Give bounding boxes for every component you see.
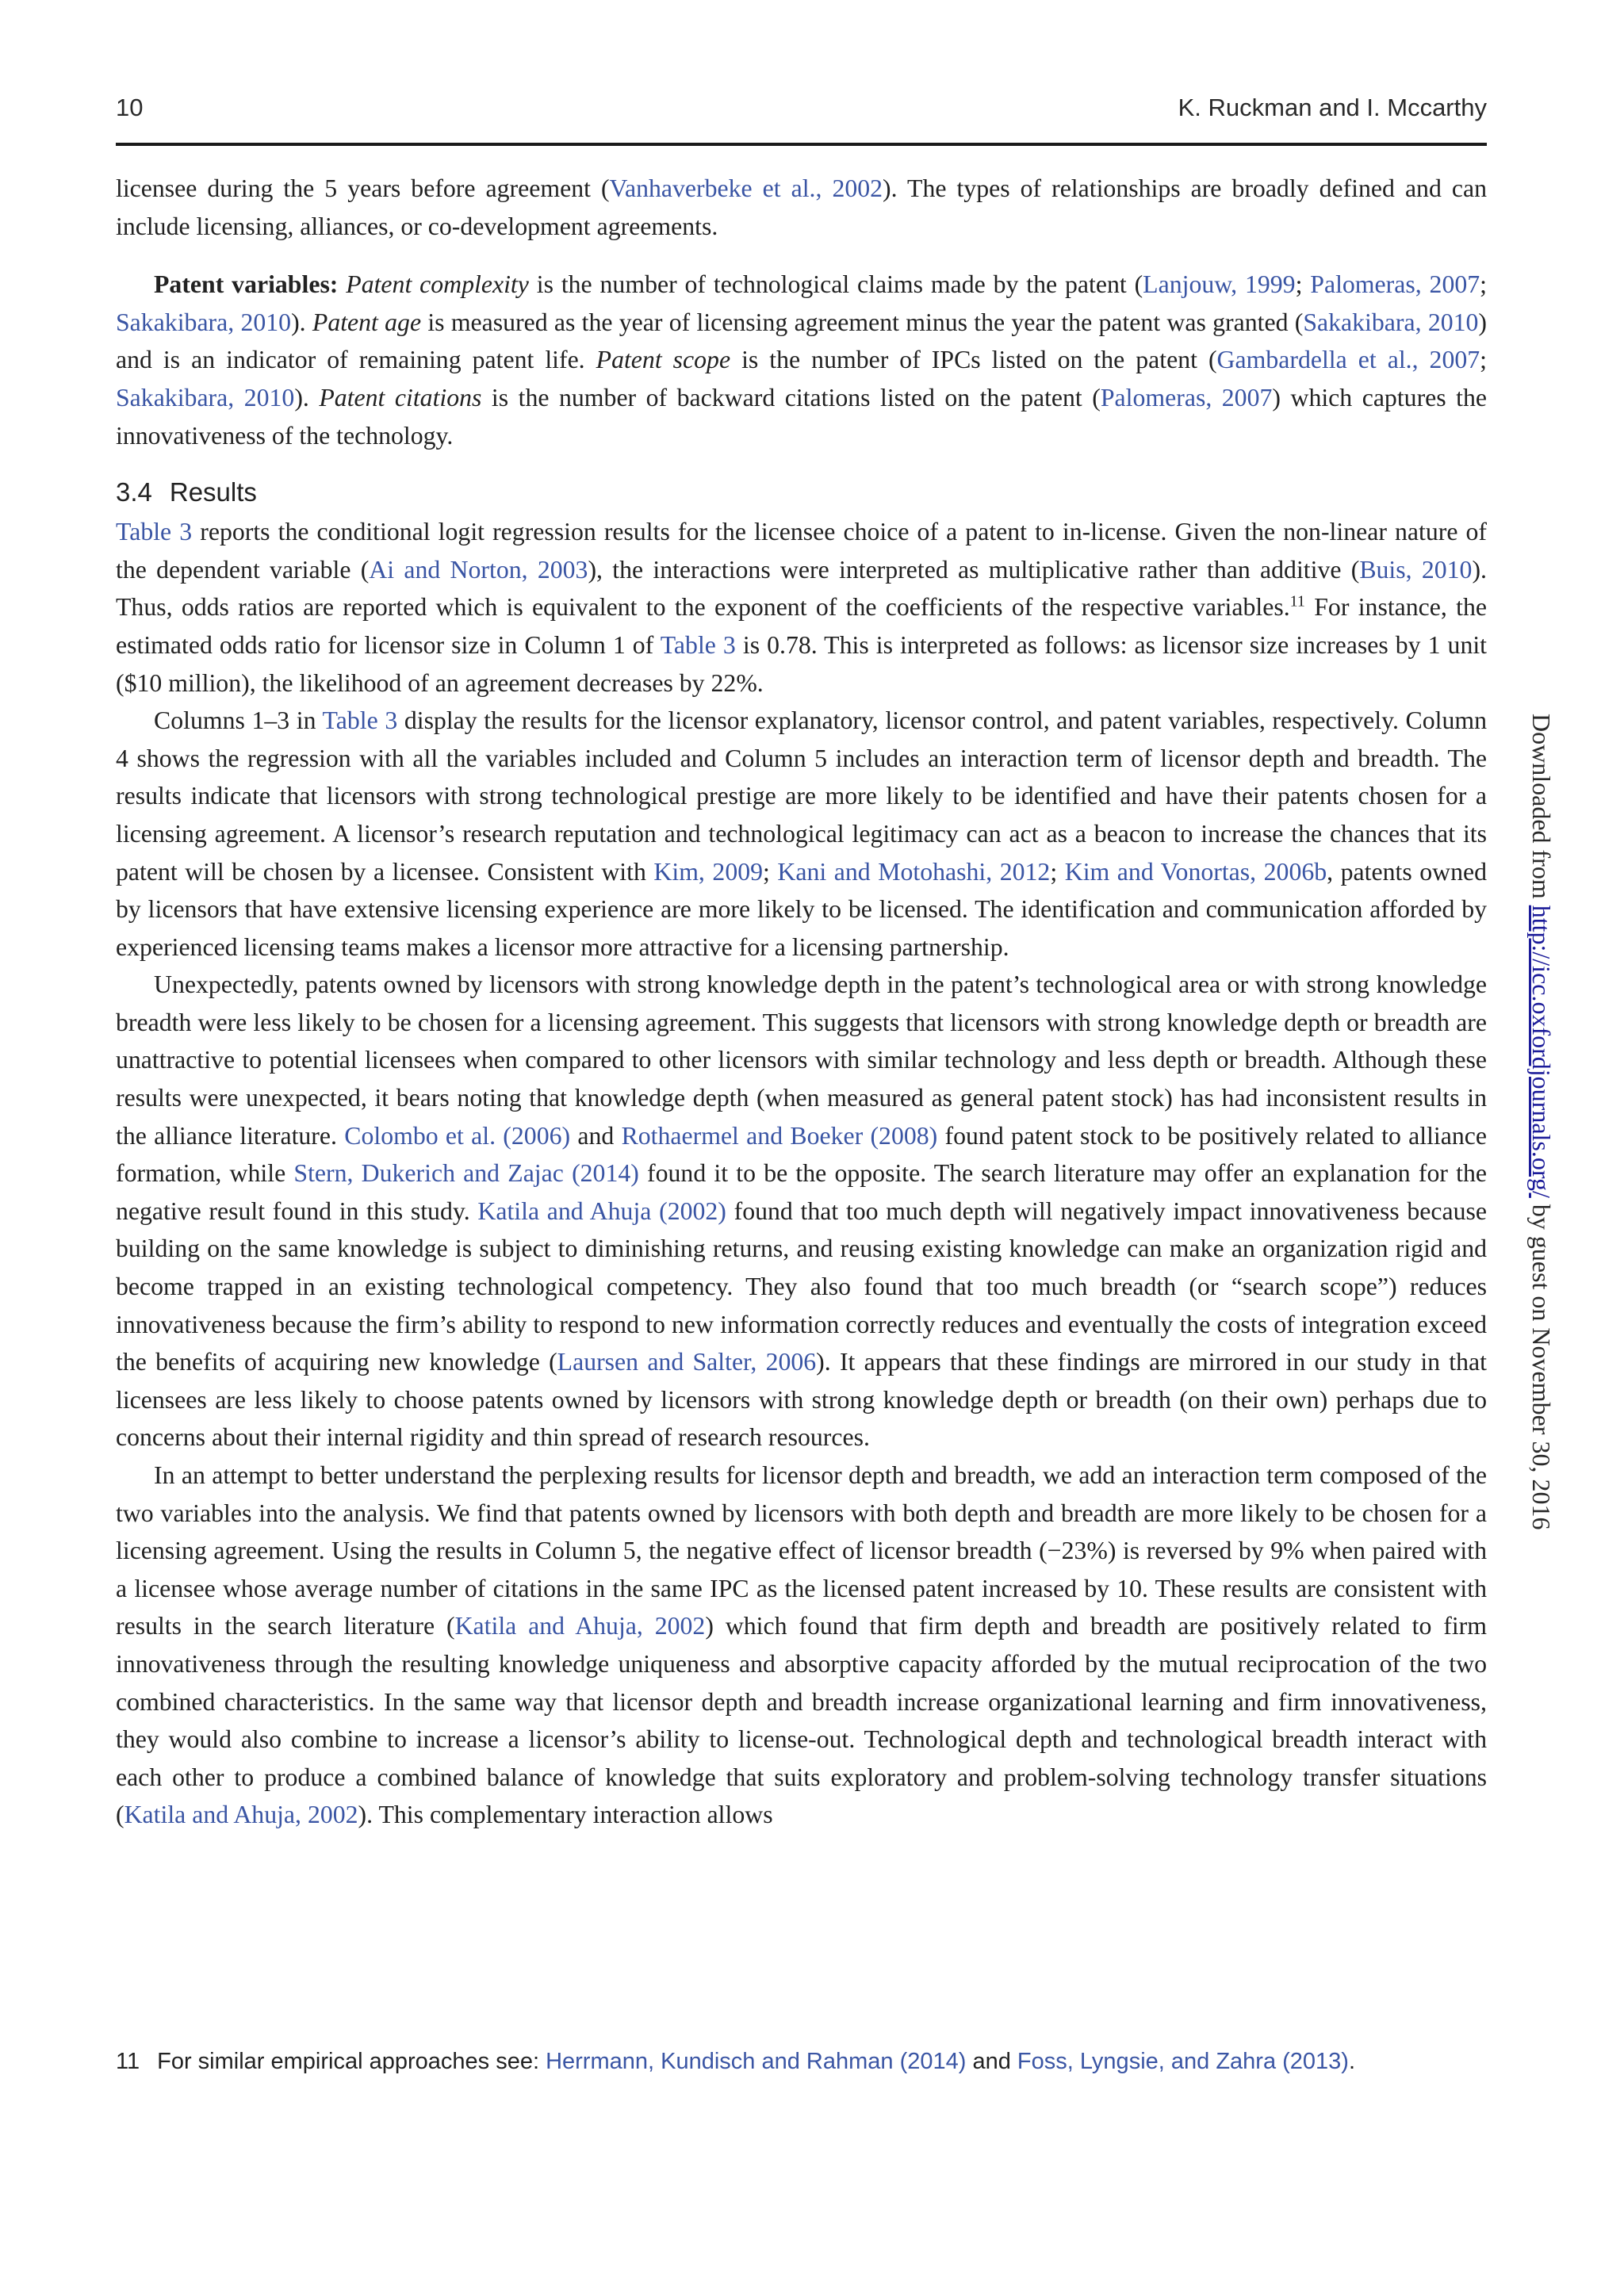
text-span: ; xyxy=(1295,270,1311,299)
text-span: found patent stock to be positively related to alliance formation, while xyxy=(116,1121,1488,1188)
text-span: ). xyxy=(294,383,320,412)
download-notice-text xyxy=(1526,714,1556,1529)
section-number: 3.4 xyxy=(116,477,152,507)
citation-link[interactable]: Palomeras, 2007 xyxy=(1100,383,1273,412)
citation-link[interactable]: Katila and Ahuja, 2002 xyxy=(454,1612,706,1640)
citation-link[interactable]: Katila and Ahuja, 2002 xyxy=(124,1801,358,1829)
text-span: is measured as the year of licensing agreement minus the year the patent was granted ( xyxy=(421,308,1304,336)
citation-link[interactable]: Gambardella et al., 2007 xyxy=(1216,346,1480,374)
text-span: , patents owned by licensors that have extensive licensing experience are more likely to be licensed. The identification and communication afforded by experienced licensing teams makes a licensor more attractive for a licensing partnership. xyxy=(116,857,1488,961)
paragraph-columns xyxy=(116,702,1487,966)
citation-link[interactable]: Ai and Norton, 2003 xyxy=(369,555,588,584)
table-reference-link[interactable]: Table 3 xyxy=(660,630,736,659)
page-number: 10 xyxy=(116,94,144,121)
text-span: In an attempt to better understand the perplexing results for licensor depth and breadth, we add an interaction term composed of the two variables into the analysis. We find that patents owned by licensors with both depth and breadth are more likely to be chosen for a licensing agreement. Using the results in Column 5, the negative effect of licensor breadth (−23%) is reversed by 9% when paired with a licensee whose average number of citations in the same IPC as the licensed patent increased by 10. These results are consistent with results in the search literature ( xyxy=(116,1461,1487,1640)
text-span: ; xyxy=(763,857,778,886)
term-patent-complexity: Patent complexity xyxy=(346,270,529,299)
article-body xyxy=(116,170,1487,1834)
text-span: ) and is an indicator of remaining patent life. xyxy=(116,308,1488,374)
paragraph-relationships xyxy=(116,170,1487,245)
header-rule xyxy=(116,143,1487,146)
citation-link[interactable]: Kim, 2009 xyxy=(653,857,764,886)
text-span: is the number of IPCs listed on the patent ( xyxy=(730,346,1217,374)
section-heading-results xyxy=(116,475,1487,510)
text-span: ; xyxy=(1050,857,1065,886)
footnote-11 xyxy=(116,2049,1487,2075)
citation-link[interactable]: Sakakibara, 2010 xyxy=(116,383,295,412)
text-span: ). The types of relationships are broadly defined and can include licensing, alliances, or co-development agreements. xyxy=(116,174,1487,240)
text-span: display the results for the licensor explanatory, licensor control, and patent variables, respectively. Column 4 shows the regression with all the variables included and Column 5 includes an interaction term of licensor depth and breadth. The results indicate that licensors with strong technological prestige are more likely to be identified and have their patents chosen for a licensing agreement. A licensor’s research reputation and technological legitimacy can act as a beacon to increase the chances that its patent will be chosen by a licensee. Consistent with xyxy=(116,706,1487,886)
text-span: found that too much depth will negatively impact innovativeness because building on the same knowledge is subject to diminishing returns, and reusing existing knowledge can make an organization rigid and become trapped in an existing technological competency. They also found that too much breadth (or “search scope”) reduces innovativeness because the firm’s ability to respond to new information correctly reduces and eventually the costs of integration exceed the benefits of acquiring new knowledge ( xyxy=(116,1196,1487,1376)
text-span: ). It appears that these findings are mirrored in our study in that licensees are less likely to choose patents owned by licensors with strong knowledge depth or breadth (on their own) perhaps due to concerns about their internal rigidity and thin spread of research resources. xyxy=(116,1348,1487,1452)
citation-link[interactable]: Stern, Dukerich and Zajac (2014) xyxy=(293,1159,639,1188)
citation-link[interactable]: Laursen and Salter, 2006 xyxy=(557,1348,817,1376)
citation-link[interactable]: Sakakibara, 2010 xyxy=(116,308,292,336)
citation-link[interactable]: Herrmann, Kundisch and Rahman (2014) xyxy=(546,2049,967,2074)
text-span: and xyxy=(966,2049,1017,2074)
text-span: For similar empirical approaches see: xyxy=(157,2049,546,2074)
paragraph-results-intro xyxy=(116,513,1487,702)
citation-link[interactable]: Vanhaverbeke et al., 2002 xyxy=(609,174,883,202)
text-span: Unexpectedly, patents owned by licensors with strong knowledge depth in the patent’s technological area or with strong knowledge breadth were less likely to be chosen for a licensing agreement. This suggests that licensors with strong knowledge depth or breadth are unattractive to potential licensees when compared to other licensors with similar technology and less depth or breadth. Although these results were unexpected, it bears noting that knowledge depth (when measured as general patent stock) has had inconsistent results in the alliance literature. xyxy=(116,970,1487,1150)
table-reference-link[interactable]: Table 3 xyxy=(116,518,193,546)
text-span: is the number of technological claims made by the patent ( xyxy=(528,270,1143,299)
paragraph-patent-variables xyxy=(116,266,1487,454)
journal-url-link[interactable]: http://icc.oxfordjournals.org/ xyxy=(1527,905,1556,1198)
text-span: by guest on November 30, 2016 xyxy=(1527,1197,1556,1530)
text-span: ). Thus, odds ratios are reported which is equivalent to the exponent of the coefficients of the respective variables. xyxy=(116,555,1488,622)
citation-link[interactable]: Buis, 2010 xyxy=(1359,555,1473,584)
text-span: is 0.78. This is interpreted as follows: as licensor size increases by 1 unit ($10 million), the likelihood of an agreement decreases by 22%. xyxy=(116,630,1488,697)
text-span: ) which captures the innovativeness of the technology. xyxy=(116,383,1488,450)
text-span: ; xyxy=(1480,346,1487,374)
citation-link[interactable]: Palomeras, 2007 xyxy=(1310,270,1480,299)
download-notice xyxy=(1527,714,1564,1530)
term-patent-age: Patent age xyxy=(312,308,422,336)
citation-link[interactable]: Colombo et al. (2006) xyxy=(344,1121,571,1150)
citation-link[interactable]: Foss, Lyngsie, and Zahra (2013) xyxy=(1017,2049,1349,2074)
citation-link[interactable]: Rothaermel and Boeker (2008) xyxy=(621,1121,938,1150)
text-span: licensee during the 5 years before agreement ( xyxy=(116,174,610,202)
citation-link[interactable]: Kim and Vonortas, 2006b xyxy=(1064,857,1327,886)
citation-link[interactable]: Kani and Motohashi, 2012 xyxy=(777,857,1051,886)
text-span: . xyxy=(1348,2049,1356,2074)
run-in-heading: Patent variables: xyxy=(154,270,339,299)
text-span: Columns 1–3 in xyxy=(154,706,323,735)
section-title: Results xyxy=(169,477,257,507)
footnote-number: 11 xyxy=(116,2049,140,2074)
paragraph-interaction-term xyxy=(116,1457,1487,1834)
footnote-reference[interactable]: 11 xyxy=(1289,592,1305,611)
text-span: For instance, the estimated odds ratio for licensor size in Column 1 of xyxy=(116,593,1487,659)
page-header xyxy=(116,94,1487,141)
text-span: ) which found that firm depth and breadth are positively related to firm innovativeness through the resulting knowledge uniqueness and absorptive capacity afforded by the mutual reciprocation of the two combined characteristics. In the same way that licensor depth and breadth increase organizational learning and firm innovativeness, they would also combine to increase a licensor’s ability to license-out. Technological depth and technological breadth interact with each other to produce a combined balance of knowledge that suits exploratory and problem-solving technology transfer situations ( xyxy=(116,1612,1487,1829)
text-span: ; xyxy=(1480,270,1487,299)
table-reference-link[interactable]: Table 3 xyxy=(322,706,398,735)
text-span: and xyxy=(570,1121,622,1150)
text-span: ), the interactions were interpreted as multiplicative rather than additive ( xyxy=(588,555,1360,584)
running-head-authors: K. Ruckman and I. Mccarthy xyxy=(1178,94,1487,121)
text-span: is the number of backward citations listed on the patent ( xyxy=(481,383,1101,412)
citation-link[interactable]: Katila and Ahuja (2002) xyxy=(477,1196,726,1225)
text-span: reports the conditional logit regression results for the licensee choice of a patent to in-license. Given the non-linear nature of the dependent variable ( xyxy=(116,518,1488,584)
text-span: found it to be the opposite. The search literature may offer an explanation for the negative result found in this study. xyxy=(116,1159,1487,1225)
citation-link[interactable]: Sakakibara, 2010 xyxy=(1303,308,1479,336)
term-patent-scope: Patent scope xyxy=(596,346,731,374)
term-patent-citations: Patent citations xyxy=(319,383,482,412)
citation-link[interactable]: Lanjouw, 1999 xyxy=(1143,270,1296,299)
text-span: Downloaded from xyxy=(1527,714,1556,905)
text-span: ). This complementary interaction allows xyxy=(358,1801,773,1829)
text-span: ). xyxy=(291,308,312,336)
paragraph-unexpected xyxy=(116,966,1487,1457)
